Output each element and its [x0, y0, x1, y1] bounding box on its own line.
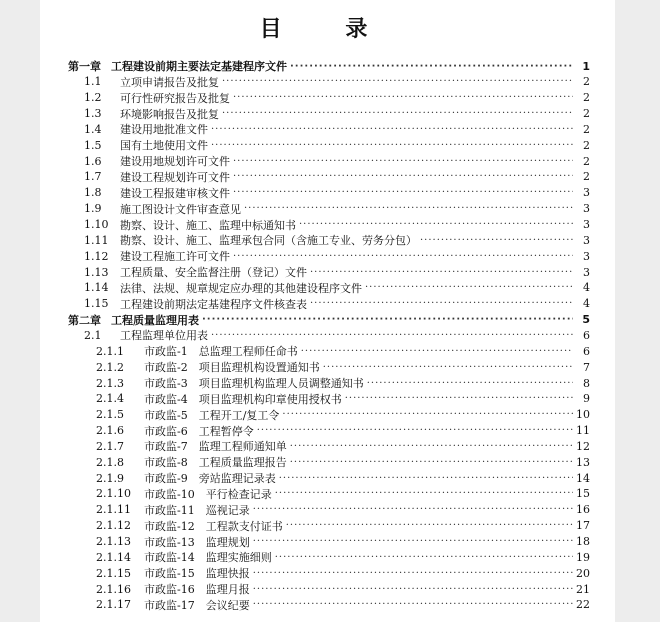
toc-entry[interactable]: [96, 438, 590, 454]
toc-entry-title: 市政监-11 巡视记录: [144, 503, 250, 517]
toc-entry-number: 2.1.7: [96, 439, 124, 453]
toc-entry-number: 2.1: [84, 328, 102, 342]
toc-entry-number: 1.5: [84, 138, 102, 152]
toc-entry-page-number: 19: [576, 550, 590, 564]
toc-entry-page-number: 2: [583, 107, 590, 121]
dot-leader: [233, 251, 573, 262]
toc-entry-number: 2.1.17: [96, 598, 131, 612]
toc-entry[interactable]: [96, 565, 590, 581]
toc-entry[interactable]: [84, 248, 590, 264]
toc-entry-number: 1.8: [84, 186, 102, 200]
toc-entry[interactable]: [84, 327, 590, 343]
toc-entry-title: 工程建设前期主要法定基建程序文件: [111, 60, 287, 73]
toc-entry-title: 市政监-5 工程开工/复工令: [144, 408, 280, 422]
toc-entry-page-number: 3: [583, 202, 590, 216]
toc-entry[interactable]: [96, 502, 590, 518]
toc-entry-title: 市政监-4 项目监理机构印章使用授权书: [144, 392, 342, 406]
dot-leader: [275, 552, 573, 563]
toc-entry[interactable]: [84, 106, 590, 122]
toc-entry-page-number: 3: [583, 265, 590, 279]
toc-entry-number: 2.1.4: [96, 392, 124, 406]
toc-entry-number: 2.1.1: [96, 344, 124, 358]
toc-entry-number: 1.9: [84, 202, 102, 216]
dot-leader: [257, 425, 573, 436]
toc-entry-page-number: 6: [583, 328, 590, 342]
toc-entry-page-number: 18: [576, 535, 590, 548]
toc-entry-number: 2.1.14: [96, 550, 131, 564]
toc-entry-title: 环境影响报告及批复: [120, 107, 219, 121]
toc-entry-page-number: 17: [576, 519, 590, 533]
toc-entry-title: 市政监-14 监理实施细则: [144, 551, 272, 565]
toc-entry-title: 建设工程施工许可文件: [120, 250, 230, 264]
toc-entry-number: 1.6: [84, 154, 102, 168]
toc-entry-number: 1.14: [84, 281, 109, 295]
dot-leader: [323, 362, 573, 373]
toc-entry-number: 2.1.11: [96, 503, 131, 517]
toc-entry-page-number: 16: [576, 503, 590, 517]
toc-entry-title: 可行性研究报告及批复: [120, 91, 230, 105]
toc-entry[interactable]: [84, 296, 590, 312]
toc-entry[interactable]: [84, 232, 590, 248]
toc-entry-title: 市政监-16 监理月报: [144, 583, 250, 597]
toc-entry-number: 2.1.13: [96, 535, 131, 548]
toc-entry-number: 1.11: [84, 233, 109, 247]
dot-leader: [367, 378, 573, 389]
toc-entry-page-number: 1: [582, 59, 590, 73]
toc-entry-title: 工程质量、安全监督注册（登记）文件: [120, 266, 307, 280]
toc-entry[interactable]: [96, 597, 590, 613]
toc-entry-title: 市政监-7 监理工程师通知单: [144, 440, 287, 454]
dot-leader: [253, 599, 573, 610]
dot-leader: [253, 584, 573, 595]
toc-entry-number: 2.1.3: [96, 376, 124, 390]
toc-entry-number: 2.1.9: [96, 471, 124, 485]
toc-entry-title: 工程质量监理用表: [111, 313, 199, 327]
toc-entry[interactable]: [96, 518, 590, 534]
dot-leader: [253, 568, 573, 579]
toc-entry-page-number: 7: [583, 360, 590, 374]
toc-entry-page-number: 13: [576, 455, 590, 469]
toc-entry[interactable]: [96, 391, 590, 407]
toc-entry-page-number: 2: [583, 91, 590, 105]
toc-entry-page-number: 6: [583, 344, 590, 358]
viewer-left-margin: [0, 0, 40, 622]
toc-entry-number: 1.1: [84, 75, 102, 89]
toc-entry-page-number: 22: [576, 598, 590, 612]
toc-entry-title: 市政监-6 工程暂停令: [144, 424, 254, 438]
dot-leader: [310, 267, 573, 278]
toc-entry-number: 2.1.5: [96, 408, 124, 422]
toc-entry-title: 市政监-12 工程款支付证书: [144, 519, 283, 533]
dot-leader: [282, 409, 573, 420]
toc-entry-page-number: 8: [583, 376, 590, 390]
toc-entry-number: 2.1.16: [96, 582, 131, 596]
toc-entry-page-number: 5: [582, 313, 590, 327]
dot-leader: [222, 108, 573, 119]
toc-entry[interactable]: [84, 185, 590, 201]
toc-entry-page-number: 2: [583, 122, 590, 136]
toc-entry-number: 1.13: [84, 265, 109, 279]
toc-entry-title: 市政监-2 项目监理机构设置通知书: [144, 361, 320, 375]
dot-leader: [279, 473, 573, 484]
toc-entry[interactable]: [84, 280, 590, 296]
toc-entry-number: 1.4: [84, 122, 102, 136]
toc-entry[interactable]: [96, 407, 590, 423]
dot-leader: [253, 536, 573, 547]
dot-leader: [211, 330, 573, 341]
toc-entry[interactable]: [96, 359, 590, 375]
toc-entry-page-number: 15: [576, 487, 590, 501]
toc-entry-title: 市政监-10 平行检查记录: [144, 487, 272, 501]
toc-entry-title: 施工图设计文件审查意见: [120, 202, 241, 216]
dot-leader: [244, 203, 573, 214]
dot-leader: [345, 393, 573, 404]
dot-leader: [299, 219, 573, 230]
dot-leader: [253, 504, 573, 515]
toc-entry-number: 1.2: [84, 91, 102, 105]
toc-entry-page-number: 2: [583, 154, 590, 168]
toc-entry-page-number: 3: [583, 233, 590, 247]
toc-entry-title: 国有土地使用文件: [120, 139, 208, 153]
toc-entry[interactable]: [96, 375, 590, 391]
toc-entry-title: 建设用地规划许可文件: [120, 155, 230, 169]
toc-entry[interactable]: [84, 264, 590, 280]
toc-entry-number: 1.7: [84, 170, 102, 184]
toc-entry-number: 1.10: [84, 218, 109, 231]
toc-entry[interactable]: [96, 549, 590, 565]
toc-entry-title: 市政监-1 总监理工程师任命书: [144, 345, 298, 359]
toc-entry-title: 市政监-3 项目监理机构监理人员调整通知书: [144, 377, 364, 390]
dot-leader: [301, 346, 573, 357]
toc-entry[interactable]: [96, 581, 590, 597]
toc-entry-number: 第二章: [68, 313, 101, 327]
toc-entry-number: 1.15: [84, 297, 109, 311]
toc-entry-page-number: 21: [576, 582, 590, 596]
toc-entry-page-number: 3: [583, 218, 590, 231]
dot-leader: [222, 76, 573, 87]
viewer-right-margin: [615, 0, 660, 622]
toc-entry-page-number: 2: [583, 75, 590, 89]
toc-entry-title: 市政监-13 监理规划: [144, 535, 250, 549]
toc-chapter-entry[interactable]: [68, 58, 590, 74]
page-title: 目 录: [259, 17, 396, 42]
toc-entry-title: 建设工程规划许可文件: [120, 170, 230, 184]
toc-entry-title: 建设工程报建审核文件: [120, 186, 230, 200]
toc-entry-title: 市政监-15 监理快报: [144, 567, 250, 581]
toc-entry-number: 第一章: [68, 60, 101, 73]
toc-entry-title: 工程监理单位用表: [120, 329, 208, 343]
toc-entry-page-number: 14: [576, 471, 590, 485]
toc-entry[interactable]: [84, 201, 590, 217]
toc-entry-title: 市政监-17 会议纪要: [144, 598, 250, 612]
dot-leader: [211, 124, 573, 135]
dot-leader: [290, 457, 573, 468]
toc-entry-number: 2.1.10: [96, 487, 131, 501]
toc-entry[interactable]: [96, 343, 590, 359]
dot-leader: [233, 92, 573, 103]
toc-entry[interactable]: [84, 74, 590, 90]
dot-leader: [310, 298, 573, 309]
toc-entry-number: 2.1.6: [96, 424, 124, 438]
toc-entry-page-number: 11: [576, 424, 590, 438]
toc-entry-page-number: 9: [583, 392, 590, 406]
toc-entry-page-number: 4: [583, 281, 590, 295]
dot-leader: [275, 488, 573, 499]
dot-leader: [211, 140, 573, 151]
toc-entry-title: 市政监-8 工程质量监理报告: [144, 456, 287, 470]
toc-entry[interactable]: [96, 470, 590, 486]
toc-entry-title: 建设用地批准文件: [120, 123, 208, 137]
dot-leader: [202, 314, 573, 325]
dot-leader: [233, 156, 573, 167]
toc-entry-page-number: 12: [576, 439, 590, 453]
toc-entry[interactable]: [84, 153, 590, 169]
dot-leader: [233, 171, 573, 182]
toc-entry-number: 2.1.2: [96, 360, 124, 374]
toc-entry[interactable]: [84, 137, 590, 153]
toc-chapter-entry[interactable]: [68, 312, 590, 328]
toc-entry-page-number: 10: [576, 408, 590, 422]
dot-leader: [420, 235, 573, 246]
dot-leader: [233, 187, 573, 198]
toc-entry-title: 法律、法规、规章规定应办理的其他建设程序文件: [120, 281, 362, 295]
toc-entry-page-number: 3: [583, 186, 590, 200]
dot-leader: [290, 441, 573, 452]
toc-entry-number: 2.1.12: [96, 519, 131, 533]
dot-leader: [286, 520, 573, 531]
toc-entry-title: 勘察、设计、施工、监理中标通知书: [120, 218, 296, 232]
toc-entry-page-number: 4: [583, 297, 590, 311]
toc-entry-page-number: 20: [576, 566, 590, 580]
toc-entry-page-number: 2: [583, 170, 590, 184]
toc-entry-page-number: 2: [583, 138, 590, 152]
toc-entry[interactable]: [84, 217, 590, 233]
toc-entry-number: 1.3: [84, 107, 102, 121]
dot-leader: [290, 61, 573, 72]
toc-entry[interactable]: [96, 486, 590, 502]
toc-entry-number: 1.12: [84, 249, 109, 263]
toc-entry[interactable]: [96, 423, 590, 439]
toc-entry[interactable]: [96, 534, 590, 550]
toc-entry[interactable]: [84, 121, 590, 137]
toc-entry[interactable]: [96, 454, 590, 470]
dot-leader: [365, 282, 573, 293]
document-page: [40, 0, 615, 622]
toc-entry-title: 市政监-9 旁站监理记录表: [144, 472, 276, 486]
toc-entry-title: 工程建设前期法定基建程序文件核查表: [120, 297, 307, 311]
toc-entry-title: 勘察、设计、施工、监理承包合同（含施工专业、劳务分包）: [120, 234, 417, 248]
toc-entry[interactable]: [84, 90, 590, 106]
toc-entry-page-number: 3: [583, 249, 590, 263]
toc-entry[interactable]: [84, 169, 590, 185]
toc-entry-number: 2.1.8: [96, 455, 124, 469]
toc-entry-title: 立项申请报告及批复: [120, 75, 219, 89]
toc-entry-number: 2.1.15: [96, 566, 131, 580]
